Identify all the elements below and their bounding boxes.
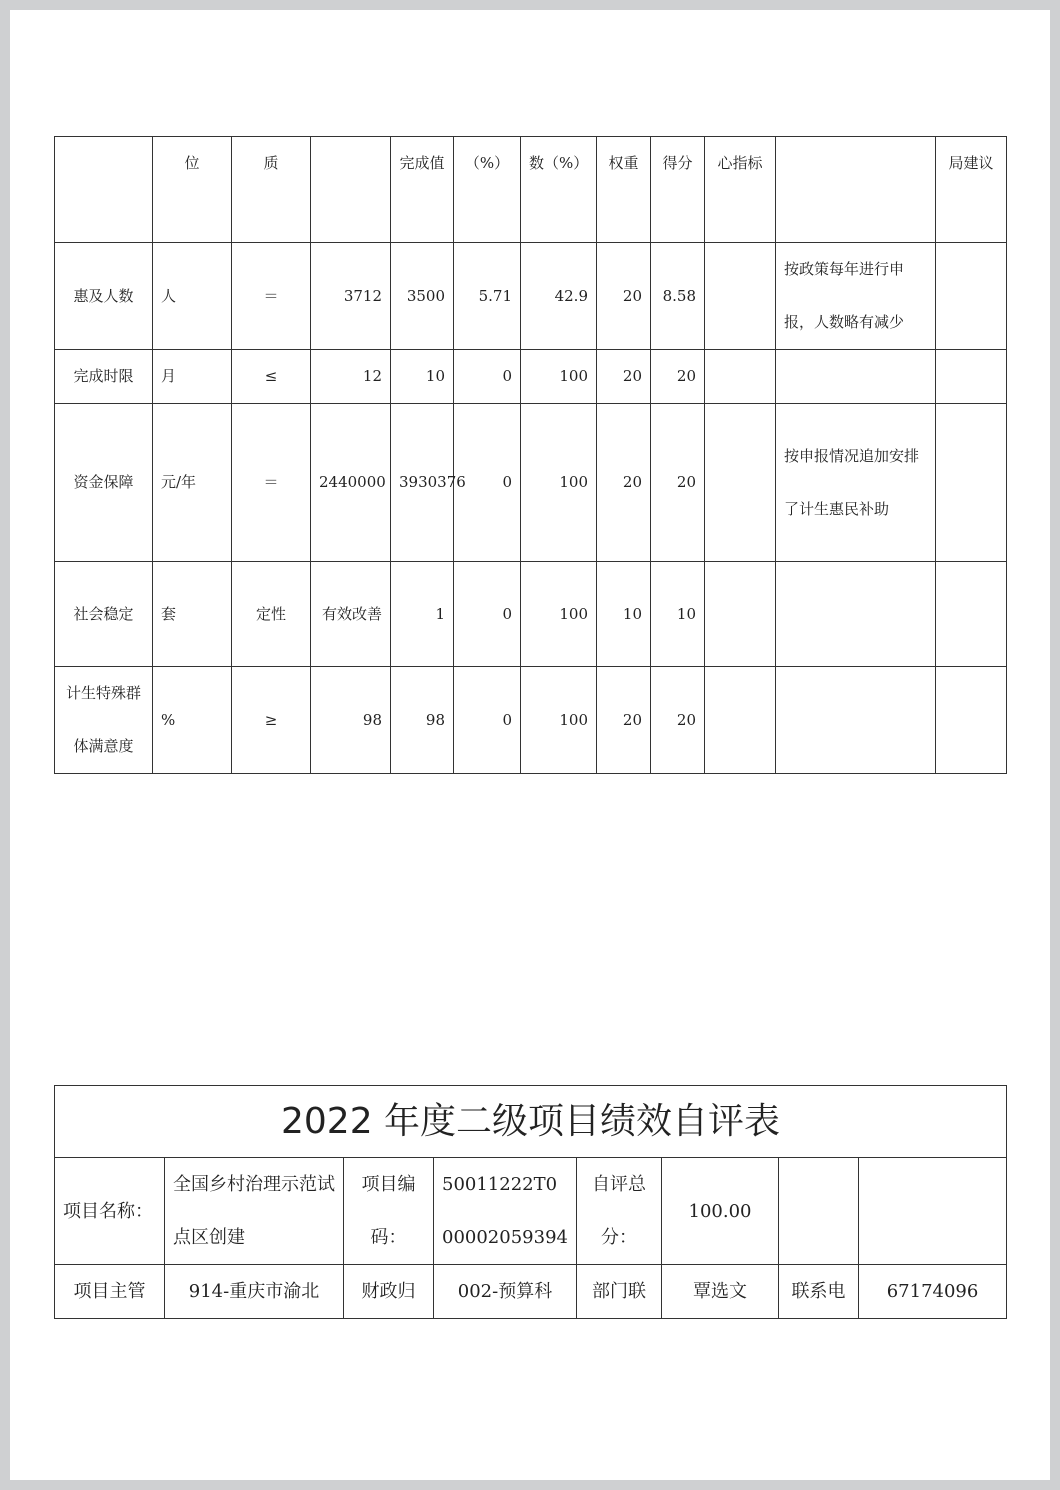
weight-cell: 10 bbox=[597, 562, 651, 667]
contact-label: 部门联 bbox=[577, 1265, 662, 1319]
form-title: 2022 年度二级项目绩效自评表 bbox=[55, 1086, 1007, 1158]
self-evaluation-table bbox=[54, 1085, 1007, 1319]
header-cell bbox=[311, 137, 391, 243]
rate-cell: 42.9 bbox=[521, 243, 597, 350]
project-name-label: 项目名称： bbox=[55, 1158, 165, 1265]
actual-cell: 3930376 bbox=[391, 404, 454, 562]
deviation-cell: 0 bbox=[454, 667, 521, 774]
contact-value: 覃选文 bbox=[662, 1265, 779, 1319]
phone-label: 联系电 bbox=[779, 1265, 859, 1319]
phone-value: 67174096 bbox=[859, 1265, 1007, 1319]
operator-cell: ≥ bbox=[232, 667, 311, 774]
finance-value: 002-预算科 bbox=[434, 1265, 577, 1319]
indicator-table bbox=[54, 136, 1007, 774]
rate-cell: 100 bbox=[521, 350, 597, 404]
header-cell: 得分 bbox=[651, 137, 705, 243]
remark-cell bbox=[776, 562, 936, 667]
advice-cell bbox=[936, 667, 1007, 774]
project-info-row bbox=[55, 1158, 1007, 1265]
core-cell bbox=[705, 350, 776, 404]
advice-cell bbox=[936, 243, 1007, 350]
header-cell: 心指标 bbox=[705, 137, 776, 243]
dept-value: 914-重庆市渝北 bbox=[165, 1265, 344, 1319]
table-row bbox=[55, 243, 1007, 350]
indicator-name: 完成时限 bbox=[55, 350, 153, 404]
advice-cell bbox=[936, 350, 1007, 404]
project-name-value: 全国乡村治理示范试点区创建 bbox=[165, 1158, 344, 1265]
rate-cell: 100 bbox=[521, 404, 597, 562]
rate-cell: 100 bbox=[521, 667, 597, 774]
table-header-row bbox=[55, 137, 1007, 243]
core-cell bbox=[705, 562, 776, 667]
header-cell: 位 bbox=[153, 137, 232, 243]
operator-cell: ＝ bbox=[232, 404, 311, 562]
department-row bbox=[55, 1265, 1007, 1319]
deviation-cell: 0 bbox=[454, 562, 521, 667]
unit-cell: % bbox=[153, 667, 232, 774]
unit-cell: 月 bbox=[153, 350, 232, 404]
actual-cell: 98 bbox=[391, 667, 454, 774]
score-cell: 20 bbox=[651, 350, 705, 404]
table-row bbox=[55, 562, 1007, 667]
operator-cell: ≤ bbox=[232, 350, 311, 404]
target-cell: 有效改善 bbox=[311, 562, 391, 667]
remark-cell bbox=[776, 350, 936, 404]
header-cell: 数（%） bbox=[521, 137, 597, 243]
indicator-name: 计生特殊群体满意度 bbox=[55, 667, 153, 774]
indicator-name: 资金保障 bbox=[55, 404, 153, 562]
deviation-cell: 0 bbox=[454, 404, 521, 562]
dept-label: 项目主管 bbox=[55, 1265, 165, 1319]
operator-cell: 定性 bbox=[232, 562, 311, 667]
weight-cell: 20 bbox=[597, 667, 651, 774]
header-cell: （%） bbox=[454, 137, 521, 243]
header-cell: 权重 bbox=[597, 137, 651, 243]
actual-cell: 1 bbox=[391, 562, 454, 667]
advice-cell bbox=[936, 404, 1007, 562]
header-cell: 局建议 bbox=[936, 137, 1007, 243]
actual-cell: 10 bbox=[391, 350, 454, 404]
core-cell bbox=[705, 667, 776, 774]
score-cell: 20 bbox=[651, 667, 705, 774]
core-cell bbox=[705, 243, 776, 350]
core-cell bbox=[705, 404, 776, 562]
unit-cell: 套 bbox=[153, 562, 232, 667]
header-cell bbox=[776, 137, 936, 243]
score-cell: 20 bbox=[651, 404, 705, 562]
weight-cell: 20 bbox=[597, 243, 651, 350]
finance-label: 财政归 bbox=[344, 1265, 434, 1319]
remark-cell: 按申报情况追加安排了计生惠民补助 bbox=[776, 404, 936, 562]
deviation-cell: 5.71 bbox=[454, 243, 521, 350]
deviation-cell: 0 bbox=[454, 350, 521, 404]
target-cell: 98 bbox=[311, 667, 391, 774]
target-cell: 3712 bbox=[311, 243, 391, 350]
header-cell: 质 bbox=[232, 137, 311, 243]
table-row bbox=[55, 404, 1007, 562]
project-code-value: 50011222T000002059394 bbox=[434, 1158, 577, 1265]
document-page bbox=[10, 10, 1050, 1480]
indicator-name: 社会稳定 bbox=[55, 562, 153, 667]
actual-cell: 3500 bbox=[391, 243, 454, 350]
weight-cell: 20 bbox=[597, 350, 651, 404]
operator-cell: ＝ bbox=[232, 243, 311, 350]
indicator-name: 惠及人数 bbox=[55, 243, 153, 350]
unit-cell: 人 bbox=[153, 243, 232, 350]
header-cell: 完成值 bbox=[391, 137, 454, 243]
empty-cell bbox=[859, 1158, 1007, 1265]
self-score-label: 自评总分： bbox=[577, 1158, 662, 1265]
advice-cell bbox=[936, 562, 1007, 667]
weight-cell: 20 bbox=[597, 404, 651, 562]
target-cell: 2440000 bbox=[311, 404, 391, 562]
table-row bbox=[55, 350, 1007, 404]
self-score-value: 100.00 bbox=[662, 1158, 779, 1265]
project-code-label: 项目编码： bbox=[344, 1158, 434, 1265]
header-cell bbox=[55, 137, 153, 243]
remark-cell: 按政策每年进行申报，人数略有减少 bbox=[776, 243, 936, 350]
remark-cell bbox=[776, 667, 936, 774]
unit-cell: 元/年 bbox=[153, 404, 232, 562]
table-row bbox=[55, 667, 1007, 774]
rate-cell: 100 bbox=[521, 562, 597, 667]
empty-cell bbox=[779, 1158, 859, 1265]
score-cell: 10 bbox=[651, 562, 705, 667]
score-cell: 8.58 bbox=[651, 243, 705, 350]
target-cell: 12 bbox=[311, 350, 391, 404]
